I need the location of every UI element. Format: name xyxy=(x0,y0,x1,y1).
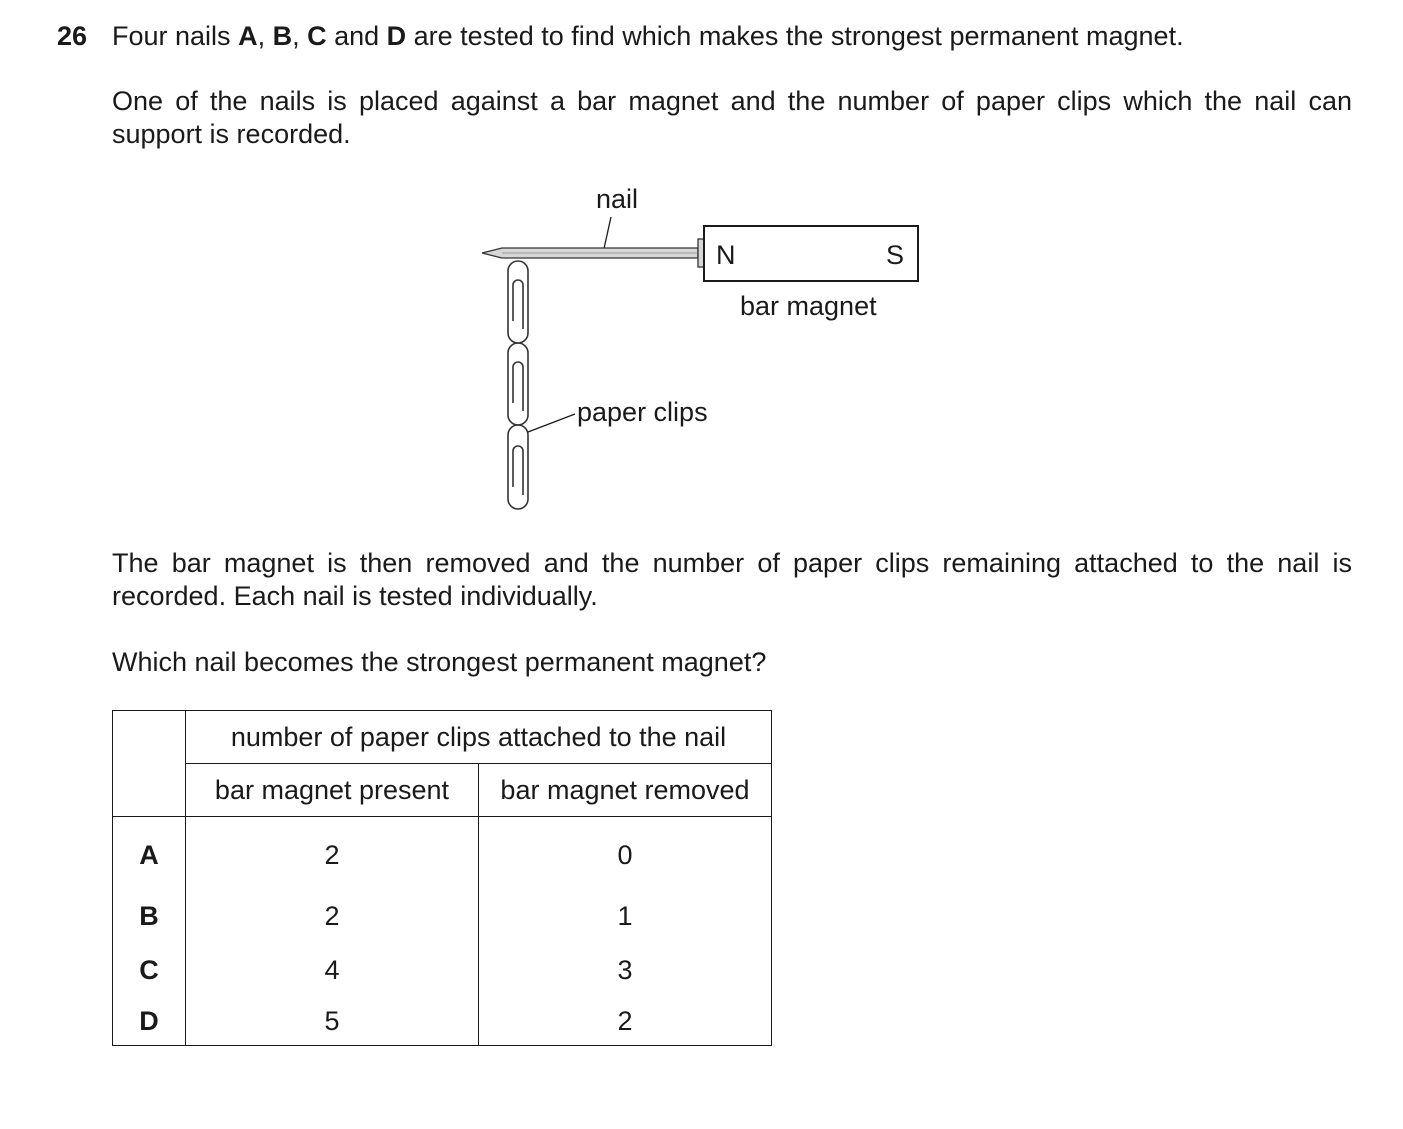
question-prompt: Which nail becomes the strongest permanent magnet? xyxy=(112,647,767,677)
table-row[interactable] xyxy=(113,889,772,943)
present-value: 5 xyxy=(186,997,479,1046)
option-letter: B xyxy=(113,889,186,943)
paper-clip-3-icon xyxy=(508,425,528,509)
results-table xyxy=(112,710,772,1046)
paper-clip-1-icon xyxy=(508,261,528,343)
removed-value: 0 xyxy=(479,817,772,890)
paper-clips-label: paper clips xyxy=(577,397,708,427)
option-letter: A xyxy=(113,817,186,890)
north-pole-label: N xyxy=(716,240,736,270)
table-row[interactable] xyxy=(113,997,772,1046)
nail-letter-d: D xyxy=(386,21,407,51)
removed-value: 2 xyxy=(479,997,772,1046)
intro-sep-2: , xyxy=(292,21,308,51)
table-row[interactable] xyxy=(113,817,772,890)
paper-clip-2-icon xyxy=(508,343,528,425)
column-header-present: bar magnet present xyxy=(186,764,479,817)
intro-sep-1: , xyxy=(257,21,273,51)
present-value: 4 xyxy=(186,943,479,997)
present-value: 2 xyxy=(186,889,479,943)
intro-sep-3: and xyxy=(326,21,387,51)
question-intro xyxy=(112,20,1352,53)
table-corner-cell xyxy=(113,711,186,817)
south-pole-label: S xyxy=(886,240,905,270)
option-letter: C xyxy=(113,943,186,997)
diagram-drawing xyxy=(470,175,950,520)
magnet-diagram xyxy=(470,175,950,520)
table-row[interactable] xyxy=(113,943,772,997)
nail-letter-a: A xyxy=(238,21,258,51)
nail-letter-c: C xyxy=(307,21,327,51)
question-number: 26 xyxy=(57,21,88,51)
intro-text-start: Four nails xyxy=(112,21,239,51)
setup-paragraph: One of the nails is placed against a bar magnet and the number of paper clips which the nail can support is recorded. xyxy=(112,86,1352,149)
option-letter: D xyxy=(113,997,186,1046)
bar-magnet-label: bar magnet xyxy=(740,291,877,321)
column-header-removed: bar magnet removed xyxy=(479,764,772,817)
removed-paragraph: The bar magnet is then removed and the number of paper clips remaining attached to the nail is recorded. Each nail is tested individually. xyxy=(112,548,1352,611)
group-header: number of paper clips attached to the nail xyxy=(186,711,772,764)
intro-text-end: are tested to find which makes the strongest permanent magnet. xyxy=(406,21,1184,51)
nail-label: nail xyxy=(596,184,639,214)
clips-leader-line xyxy=(528,414,575,432)
nail-letter-b: B xyxy=(272,21,293,51)
present-value: 2 xyxy=(186,817,479,890)
removed-value: 1 xyxy=(479,889,772,943)
table-subheader-row xyxy=(113,764,772,817)
removed-value: 3 xyxy=(479,943,772,997)
table-header-row xyxy=(113,711,772,764)
